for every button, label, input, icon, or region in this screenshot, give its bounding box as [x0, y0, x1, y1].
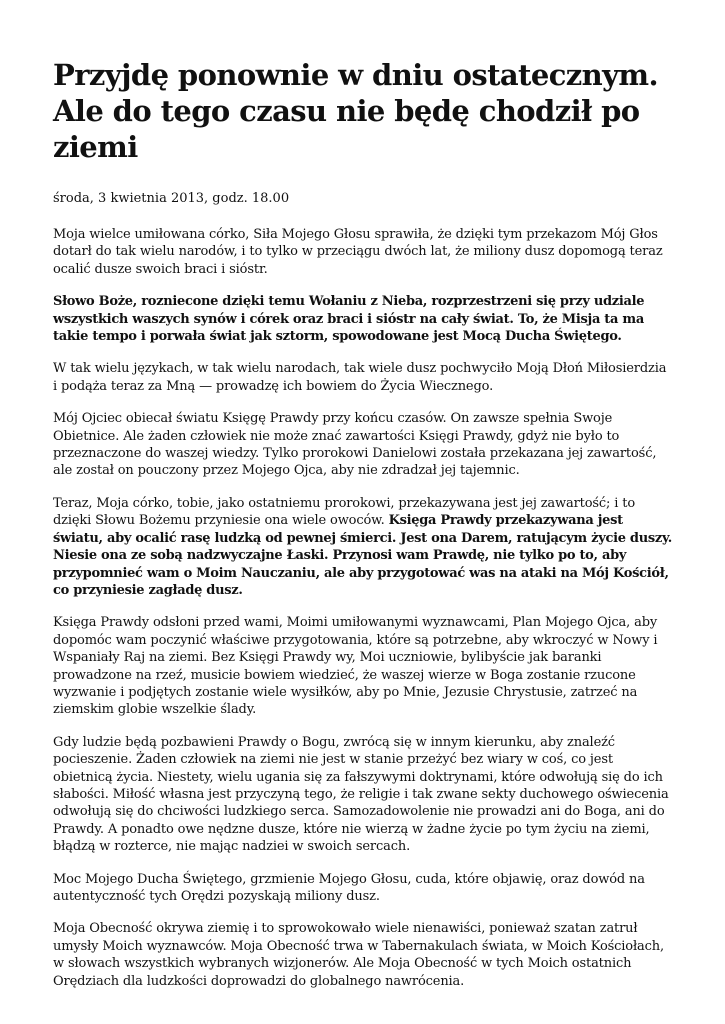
article-title: Przyjdę ponownie w dniu ostatecznym. Ale do tego czasu nie będę chodził po ziemi	[53, 58, 658, 164]
paragraph-3: W tak wielu językach, w tak wielu narodach, tak wiele dusz pochwyciło Moją Dłoń Miłosierdzia i podąża teraz za Mną — prowadzę ich bowiem do Życia Wiecznego.	[53, 361, 667, 394]
paragraph-2: Słowo Boże, rozniecone dzięki temu Wołaniu z Nieba, rozprzestrzeni się przy udziale wszystkich waszych synów i córek oraz braci i sióstr na cały świat. To, że Misja ta ma takie tempo i porwała świat jak sztorm, spowodowane jest Mocą Ducha Świętego.	[53, 294, 645, 345]
paragraph-7: Gdy ludzie będą pozbawieni Prawdy o Bogu, zwrócą się w innym kierunku, aby znaleźć pocieszenie. Żaden człowiek na ziemi nie jest w stanie przeżyć bez wiary w coś, co jest obietnicą życia. Niestety, wielu ugania się za fałszywymi doktrynami, które odwołują się do ich słabości. Miłość własna jest przyczyną tego, że religie i tak zwane sekty duchowego oświecenia odwołują się do chciwości ludzkiego serca. Samozadowolenie nie prowadzi ani do Boga, ani do Prawdy. A ponadto owe nędzne dusze, które nie wierzą w żadne życie po tym życiu na ziemi, błądzą w rozterce, nie mając nadziei w swoich sercach.	[53, 734, 669, 855]
paragraph-6: Księga Prawdy odsłoni przed wami, Moimi umiłowanymi wyznawcami, Plan Mojego Ojca, aby dopomóc wam poczynić właściwe przygotowania, które są potrzebne, aby wkroczyć w Nowy i Wspaniały Raj na ziemi. Bez Księgi Prawdy wy, Moi uczniowie, bylibyście jak baranki prowadzone na rzeź, musicie bowiem wiedzieć, że waszej wierze w Boga zostanie rzucone wyzwanie i podjętych zostanie wiele wysiłków, aby po Mnie, Jezusie Chrystusie, zatrzeć na ziemskim globie wszelkie ślady.	[53, 615, 658, 718]
paragraph-1: Moja wielce umiłowana córko, Siła Mojego Głosu sprawiła, że dzięki tym przekazom Mój Głos dotarł do tak wielu narodów, i to tylko w przeciągu dwóch lat, że miliony dusz dopomogą teraz ocalić dusze swoich braci i sióstr.	[53, 227, 663, 277]
paragraph-5-text: Teraz, Moja córko, tobie, jako ostatniemu prorokowi, przekazywana jest jej zawartość; i to dzięki Słowu Bożemu przyniesie ona wiele owoców.	[53, 495, 636, 529]
paragraph-5	[53, 495, 673, 599]
paragraph-8: Moc Mojego Ducha Świętego, grzmienie Mojego Głosu, cuda, które objawię, oraz dowód na autentyczność tych Orędzi pozyskają miliony dusz.	[53, 871, 645, 904]
paragraph-5-emphasis: Księga Prawdy przekazywana jest światu, aby ocalić rasę ludzką od pewnej śmierci. Jest ona Darem, ratującym życie duszy. Niesie ona ze sobą nadzwyczajne Łaski. Przynosi wam Prawdę, nie tylko po to, aby przypomnieć wam o Moim Nauczaniu, ale aby przygotować was na ataki na Mój Kościół, co przyniesie zagładę dusz.	[53, 513, 672, 598]
paragraph-9: Moja Obecność okrywa ziemię i to sprowokowało wiele nienawiści, ponieważ szatan zatruł umysły Moich wyznawców. Moja Obecność trwa w Tabernakulach świata, w Moich Kościołach, w słowach wszystkich wybranych wizjonerów. Ale Moja Obecność w tych Moich ostatnich Orędziach dla ludzkości doprowadzi do globalnego nawrócenia.	[53, 921, 664, 989]
paragraph-4: Mój Ojciec obiecał światu Księgę Prawdy przy końcu czasów. On zawsze spełnia Swoje Obietnice. Ale żaden człowiek nie może znać zawartości Księgi Prawdy, gdyż nie było to przeznaczone do waszej wiedzy. Tylko prorokowi Danielowi została przekazana jej zawartość, ale został on pouczony przez Mojego Ojca, aby nie zdradzał jej tajemnic.	[53, 411, 657, 479]
article	[53, 57, 673, 990]
article-date: środa, 3 kwietnia 2013, godz. 18.00	[53, 191, 290, 206]
